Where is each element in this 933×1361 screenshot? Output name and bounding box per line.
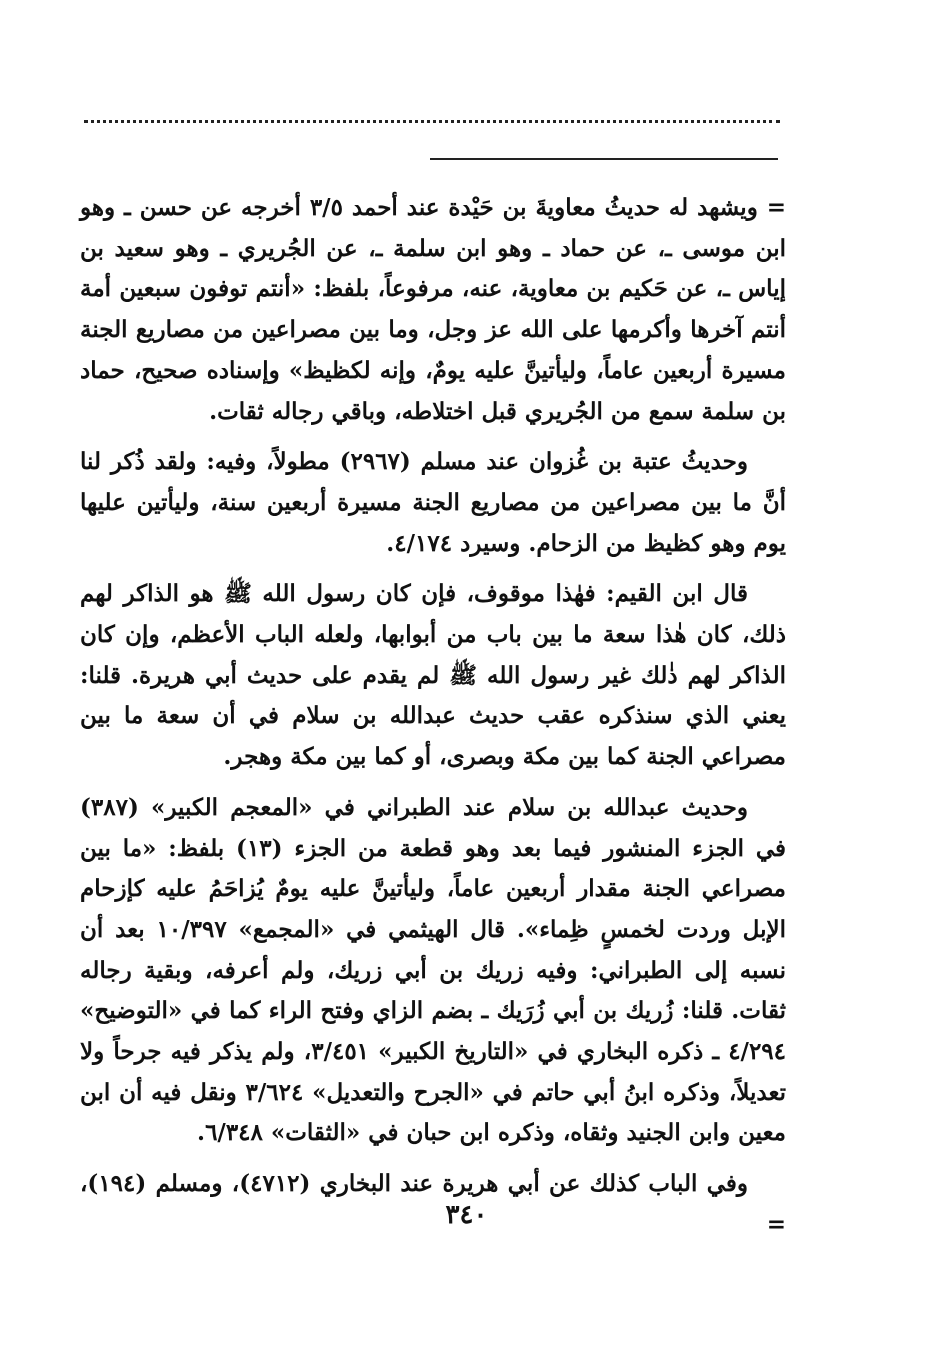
page-number: ٣٤٠ bbox=[445, 1200, 488, 1230]
footnote-paragraph-3: قال ابن القيم: فهٰذا موقوف، فإن كان رسول الله ﷺ هو الذاكر لهم ذلك، كان هٰذا سعة ما بين باب من أبوابها، ولعله الباب الأعظم، وإن كان الذاكر لهم ذٰلك غير رسول الله ﷺ لم يقدم على حديث أبي هريرة. قلنا: يعني الذي سنذكره عقب حديث عبدالله بن سلام في أن سعة ما بين مصراعي الجنة كما بين مكة وبصرى، أو كما بين مكة وهجر. bbox=[80, 580, 786, 771]
footnote-paragraph-2: وحديثُ عتبة بن غُزوان عند مسلم (٢٩٦٧) مطولاً، وفيه: ولقد ذُكر لنا أنَّ ما بين مصراعين من مصاريع الجنة مسيرة أربعين سنة، وليأتين عليها يوم وهو كظيظ من الزحام. وسيرد ٤/١٧٤. bbox=[80, 448, 786, 557]
footnote-paragraph-1: = ويشهد له حديثُ معاويةَ بن حَيْدة عند أحمد ٣/٥ أخرجه عن حسن ـ وهو ابن موسى ـ، عن حماد ـ وهو ابن سلمة ـ، عن الجُريري ـ وهو سعيد بن إياس ـ، عن حَكيم بن معاوية، عنه، مرفوعاً، بلفظ: «أنتم توفون سبعين أمة أنتم آخرها وأكرمها على الله عز وجل، وما بين مصراعين من مصاريع الجنة مسيرة أربعين عاماً، وليأتينَّ عليه يومٌ، وإنه لكظيظ» وإسناده صحيح، حماد بن سلمة سمع من الجُريري قبل اختلاطه، وباقي رجاله ثقات. bbox=[80, 194, 786, 425]
footnote-solid-separator bbox=[430, 158, 778, 160]
footnote-dotted-separator bbox=[84, 120, 780, 123]
footnote-text-block bbox=[80, 188, 786, 1246]
footnote-paragraph-4: وحديث عبدالله بن سلام عند الطبراني في «المعجم الكبير» (٣٨٧) في الجزء المنشور فيما بعد وهو قطعة من الجزء (١٣) بلفظ: «ما بين مصراعي الجنة مقدار أربعين عاماً، وليأتينَّ عليه يومٌ يُزاحَمُ عليه كإزحام الإبل وردت لخمسٍ ظِماء». قال الهيثمي في «المجمع» ١٠/٣٩٧ بعد أن نسبه إلى الطبراني: وفيه زريك بن أبي زريك، ولم أعرفه، وبقية رجاله ثقات. قلنا: زُريك بن أبي زُرَيك ـ بضم الزاي وفتح الراء كما في «التوضيح» ٤/٢٩٤ ـ ذكره البخاري في «التاريخ الكبير» ٣/٤٥١، ولم يذكر فيه جرحاً ولا تعديلاً، وذكره ابنُ أبي حاتم في «الجرح والتعديل» ٣/٦٢٤ ونقل فيه أن ابن معين وابن الجنيد وثقاه، وذكره ابن حبان في «الثقات» ٦/٣٤٨. bbox=[80, 793, 787, 1147]
footnote-paragraph-5: وفي الباب كذلك عن أبي هريرة عند البخاري (٤٧١٢)، ومسلم (١٩٤)، = bbox=[80, 1170, 786, 1238]
